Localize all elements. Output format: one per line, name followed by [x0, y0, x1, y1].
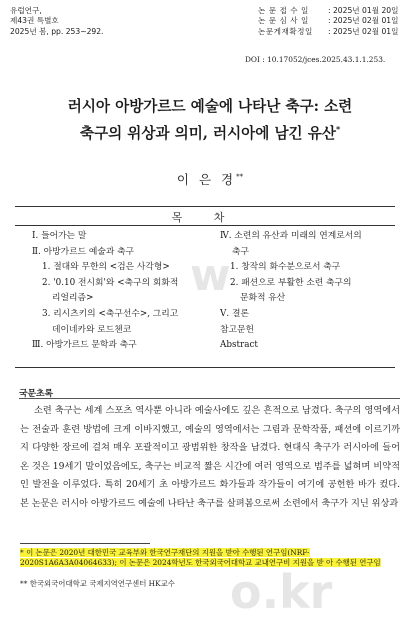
toc-item[interactable]: 3. 리시츠키의 <축구선수>, 그리고 [42, 308, 179, 319]
toc-item[interactable]: 리얼리즘> [52, 293, 94, 304]
footnote-funding [20, 548, 400, 568]
watermark-text: w [190, 250, 231, 301]
date-value: : 2025년 02월 01일 [328, 26, 399, 36]
toc-item[interactable]: 참고문헌 [220, 324, 254, 335]
date-row-reviewed [258, 16, 398, 26]
abstract-line: 짧은 시간에 여러 영역으로 범주를 넓혀며 비약적인 발전을 이루었다. 특히 20세기 [20, 460, 401, 491]
footnote-mark: ** [20, 579, 28, 588]
watermark-text: o.kr [230, 565, 333, 619]
title-line-2-text: 축구의 위상과 의미, 러시아에 남긴 유산 [79, 124, 336, 142]
footnote-affiliation [20, 579, 400, 589]
paper-title [0, 96, 420, 145]
date-row-received [258, 6, 398, 16]
abstract-line: 초 아방가르드 화가들과 작가들이 여기에 공헌한 바가 컸다. 본 논문은 러시아 [20, 479, 401, 509]
footnote-highlight [20, 548, 381, 567]
toc-item[interactable]: 1. 창작의 화수분으로서 축구 [230, 262, 341, 273]
abstract-line: 소련 축구는 세계 스포츠 역사뿐 아니라 예술사에도 깊은 흔적으로 남겼다. [34, 405, 332, 416]
title-footnote-mark[interactable]: * [335, 124, 341, 134]
abstract-label: 국문초록 [19, 389, 53, 399]
toc-item[interactable]: Abstract [220, 340, 258, 351]
footnote-text: 한국외국어대학교 국제지역연구센터 HK교수 [29, 579, 175, 588]
toc-item[interactable]: 축구 [232, 246, 249, 257]
toc-item[interactable]: Ⅱ. 아방가르드 예술과 축구 [32, 246, 135, 257]
footnote-mark: * [20, 548, 24, 557]
journal-name: 유럽연구, [10, 6, 42, 15]
abstract-line: 문학작품, 패션에 이르기까지 다양한 장르에 걸쳐 매우 포괄적이고 광범위한 창작을 [20, 423, 401, 454]
doi[interactable]: DOI : 10.17052/jces.2025.43.1.1.253. [245, 55, 386, 64]
toc-bottom-rule [15, 367, 395, 368]
journal-info [10, 6, 103, 37]
submission-dates [258, 6, 398, 37]
toc-heading: 목 차 [171, 211, 239, 224]
footnote-text: 이 논문은 2020년 대한민국 교육부와 한국연구재단의 지원을 받아 수행된 연구임(NRF- [26, 548, 310, 557]
toc-item[interactable]: Ⅴ. 결론 [220, 308, 249, 319]
abstract-text [20, 402, 400, 514]
journal-issue: 제43권 특별호 [10, 16, 59, 26]
date-label: 논문게재확정일 [258, 26, 313, 36]
date-value: : 2025년 01월 20일 [328, 6, 399, 15]
toc-item[interactable]: 문화적 유산 [240, 293, 286, 304]
toc-heading-box [15, 206, 395, 226]
footnote-rule [20, 543, 150, 544]
author-footnote-mark[interactable]: ** [236, 172, 244, 181]
footnote-text: 2020S1A6A3A04064633); 이 논문은 2024학년도 한국외국어대학교 교내연구비 지원을 받 [20, 558, 324, 568]
date-label: 논 문 심 사 일 [258, 16, 309, 26]
abstract-line: 축구의 영역에서는 전술과 훈련 방법에 크게 이바지했고, 예술의 영역에서는 그림과 [20, 405, 400, 435]
abstract-line: 아방가르드 예술에 나타난 축구를 살펴봄으로써 소련에서 축구가 지닌 위상과 [90, 497, 399, 509]
date-label: 논 문 접 수 일 [258, 6, 309, 15]
toc-item[interactable]: 2. 패션으로 부활한 소련 축구의 [230, 277, 352, 288]
date-row-accepted [258, 27, 398, 37]
author-name: 이 은 경 [176, 172, 237, 187]
abstract-line: 남겼다. 현대식 축구가 러시아에 들어온 것은 19세기 말이었음에도, 축구는 비교적 [20, 442, 401, 472]
title-line-1: 러시아 아방가르드 예술에 나타난 축구: 소련 [67, 98, 353, 115]
abstract-body [20, 402, 400, 514]
toc-item[interactable]: Ⅳ. 소련의 유산과 미래의 연계로서의 [220, 231, 362, 241]
toc-item[interactable]: Ⅲ. 아방가르드 문학과 축구 [32, 340, 137, 351]
author [0, 170, 420, 188]
journal-pages: 2025년 봄, pp. 253~292. [10, 26, 104, 36]
toc-item[interactable]: 1. 절대와 무한의 <검은 사각형> [42, 262, 170, 273]
toc-item[interactable]: 데이네카와 로드첸코 [52, 324, 132, 335]
title-line-2 [0, 118, 420, 145]
toc-left-column [32, 229, 178, 354]
toc-item[interactable]: Ⅰ. 들어가는 말 [32, 231, 87, 241]
abstract-rule [19, 398, 400, 399]
date-value: : 2025년 02월 01일 [328, 16, 399, 26]
toc-item[interactable]: 2. '0.10 전시회'와 <축구의 회화적 [42, 277, 179, 288]
footnote-text: 아 수행된 연구임 [325, 558, 381, 568]
toc-right-column [220, 229, 362, 354]
